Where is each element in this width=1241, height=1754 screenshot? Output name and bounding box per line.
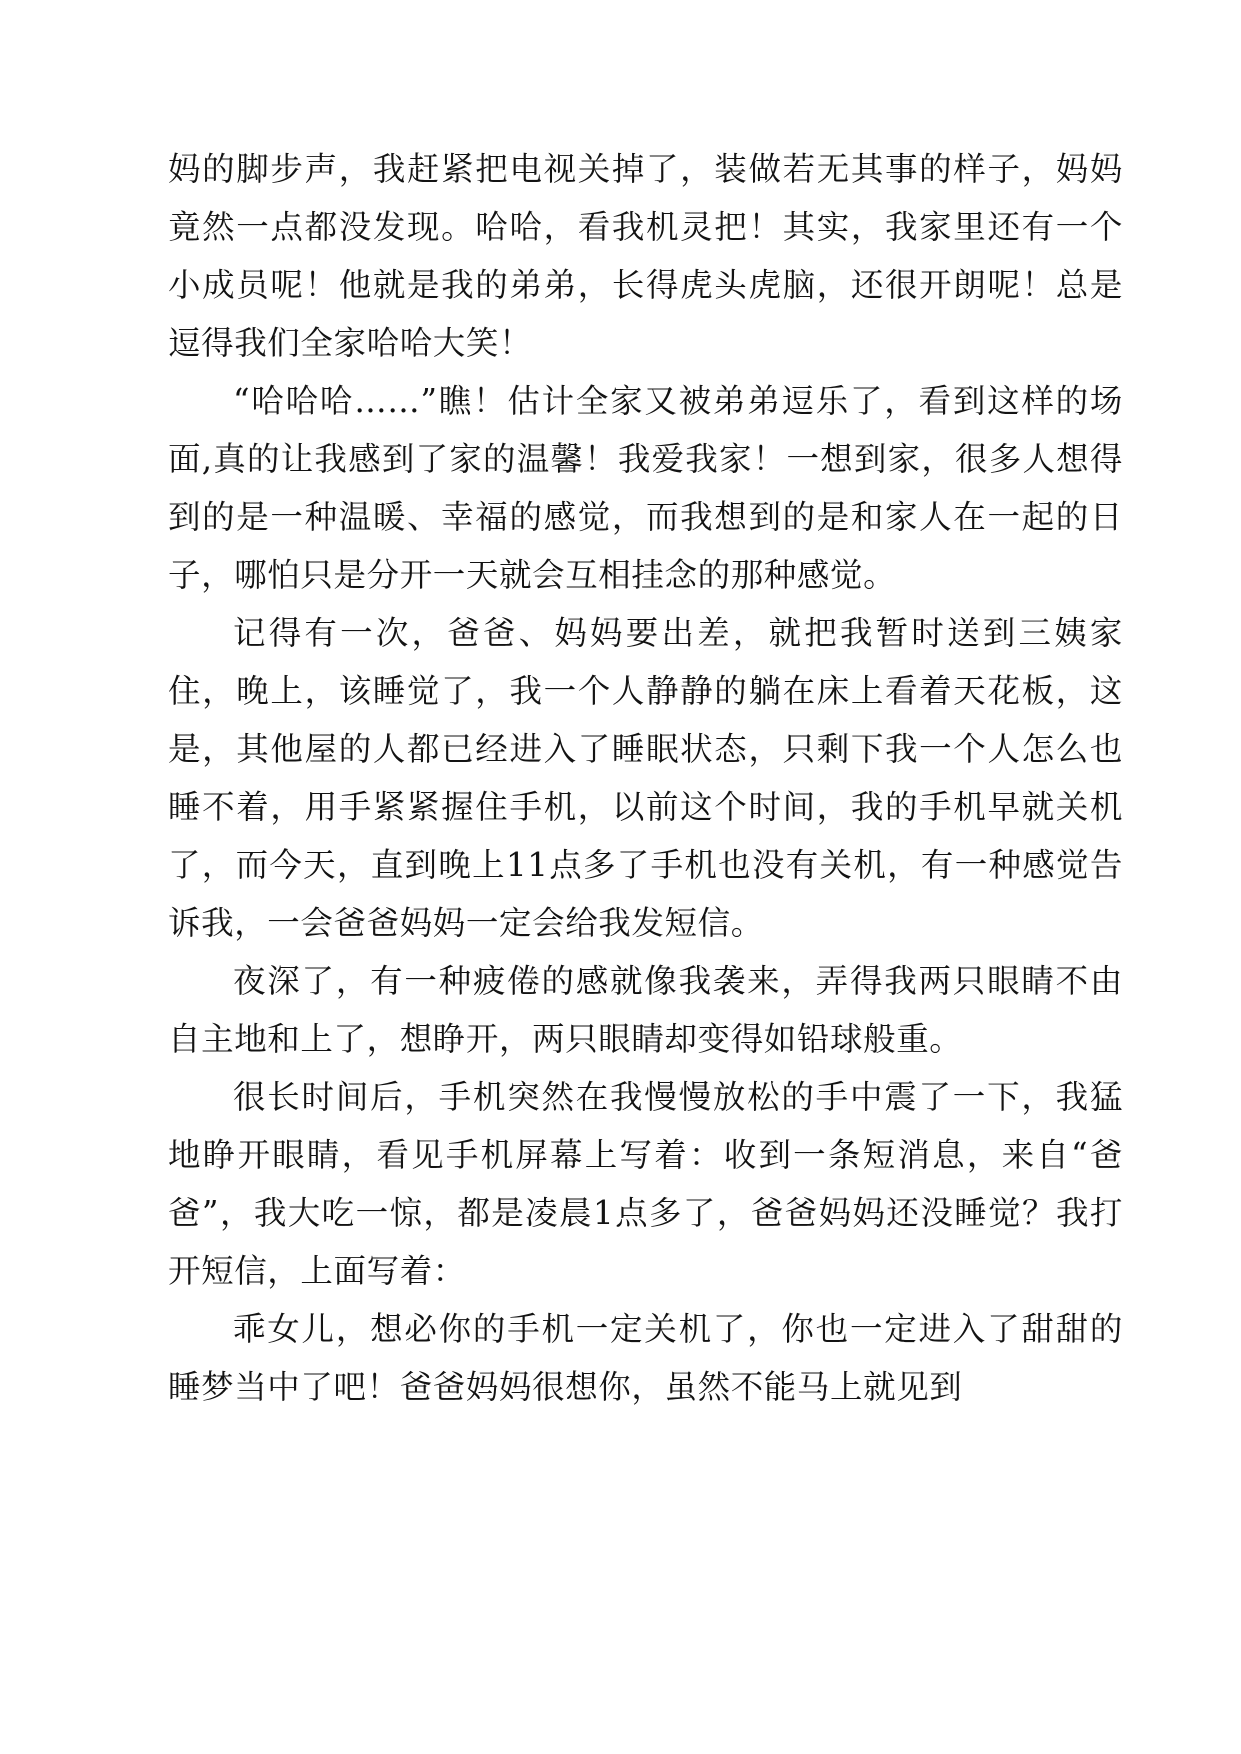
paragraph: 记得有一次，爸爸、妈妈要出差，就把我暂时送到三姨家住，晚上，该睡觉了，我一个人静静的躺在床上看着天花板，这是，其他屋的人都已经进入了睡眠状态，只剩下我一个人怎么也睡不着，用手紧紧握住手机，以前这个时间，我的手机早就关机了，而今天，直到晚上11点多了手机也没有关机，有一种感觉告诉我，一会爸爸妈妈一定会给我发短信。 [168,614,1123,942]
document-body [168,140,1123,1416]
paragraph: 很长时间后，手机突然在我慢慢放松的手中震了一下，我猛地睁开眼睛，看见手机屏幕上写着：收到一条短消息，来自“爸爸”，我大吃一惊，都是凌晨1点多了，爸爸妈妈还没睡觉？我打开短信，上面写着： [168,1078,1123,1290]
paragraph: 夜深了，有一种疲倦的感就像我袭来，弄得我两只眼睛不由自主地和上了，想睁开，两只眼睛却变得如铅球般重。 [168,962,1123,1058]
paragraph: “哈哈哈……”瞧！估计全家又被弟弟逗乐了，看到这样的场面,真的让我感到了家的温馨！我爱我家！一想到家，很多人想得到的是一种温暖、幸福的感觉，而我想到的是和家人在一起的日子，哪怕只是分开一天就会互相挂念的那种感觉。 [168,382,1123,594]
paragraph: 妈的脚步声，我赶紧把电视关掉了，装做若无其事的样子，妈妈竟然一点都没发现。哈哈，看我机灵把！其实，我家里还有一个小成员呢！他就是我的弟弟，长得虎头虎脑，还很开朗呢！总是逗得我们全家哈哈大笑！ [168,150,1123,362]
paragraph: 乖女儿，想必你的手机一定关机了，你也一定进入了甜甜的睡梦当中了吧！爸爸妈妈很想你，虽然不能马上就见到 [168,1310,1123,1406]
